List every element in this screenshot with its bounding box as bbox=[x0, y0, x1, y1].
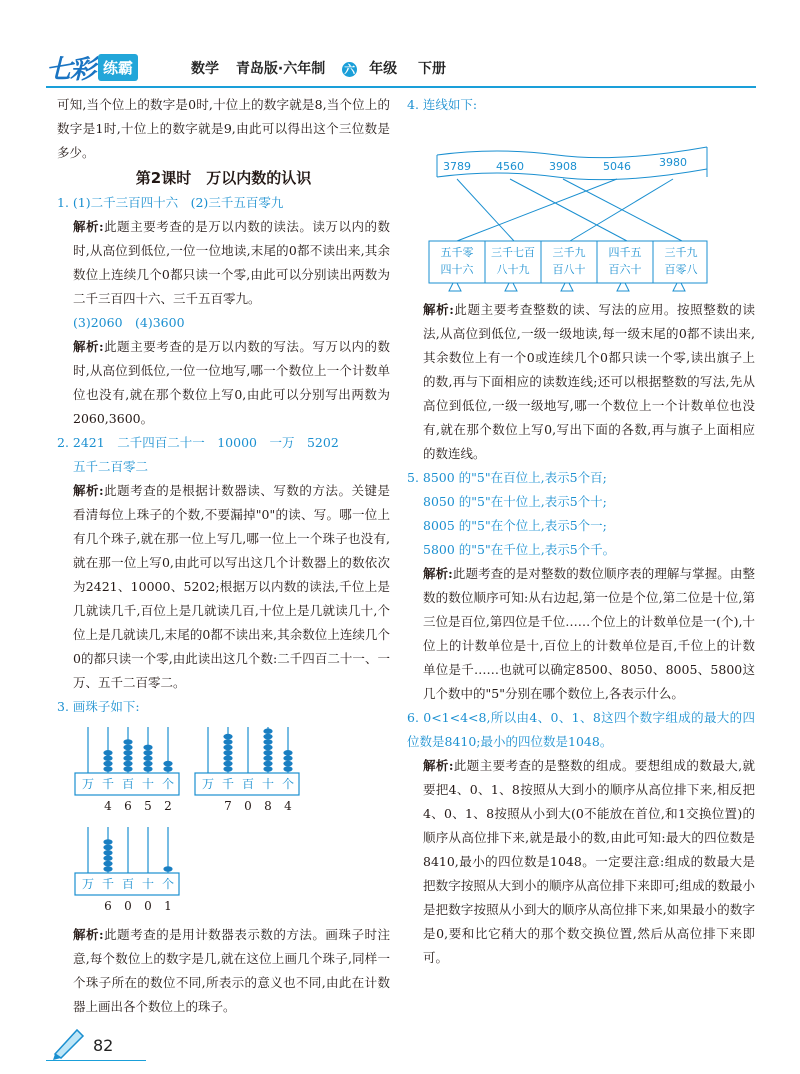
abacus-bead bbox=[103, 750, 112, 756]
q5-explanation-text: 此题考查的是对整数的数位顺序表的理解与掌握。由整数的数位顺序可知:从右边起,第一位是个位,第二位是十位,第三位是百位,第四位是千位……个位上的计数单位是一(个),十位上的计数单位是十,百位上的计数单位是百,千位上的计数单位是千……也就可以确定8500、8050、8005、5800这几个数中的"5"分别在哪个数位上,各表示什么。 bbox=[423, 566, 755, 701]
abacus-row-1 bbox=[57, 719, 390, 819]
abacus-bead bbox=[103, 845, 112, 851]
abacus-bead bbox=[223, 734, 232, 740]
abacus-place-labels bbox=[198, 775, 298, 793]
explanation-label: 解析: bbox=[423, 758, 454, 773]
q4-explanation-text: 此题主要考查整数的读、写法的应用。按照整数的读法,从高位到低位,一级一级地读,每一级末尾的0都不读出来,其余数位上有一个0或连续几个0都只读一个零,读出旗子上的数,再与下面相应的读数连线;还可以根据整数的写法,先从高位到低位,一级一级地写,哪一个数位上一个计数单位也没有,就在那个数位上写0,写出下面的各数,再与旗子上面相应的数连线。 bbox=[423, 302, 755, 461]
abacus-bead bbox=[223, 739, 232, 745]
flag-number: 3789 bbox=[443, 160, 471, 173]
q1-explanation-2-text: 此题主要考查的是万以内数的写法。写万以内的数时,从高位到低位,一位一位地写,哪一个数位上一个计数单位也没有,就在那个数位上写0,由此可以分别写出两数为2060,3600。 bbox=[73, 339, 390, 426]
match-line bbox=[457, 179, 514, 241]
left-column bbox=[57, 93, 390, 1019]
header-edition: 青岛版·六年制 bbox=[235, 61, 326, 77]
q5-answer-line: 5800 的"5"在千位上,表示5个千。 bbox=[423, 542, 616, 557]
reading-box bbox=[546, 241, 592, 281]
reading-box bbox=[602, 241, 648, 281]
digit: 0 bbox=[244, 799, 252, 813]
header-grade: 年级 bbox=[369, 61, 398, 77]
place-label: 十 bbox=[141, 777, 154, 791]
place-label: 千 bbox=[101, 877, 114, 891]
q1-explanation-text: 此题主要考查的是万以内数的读法。读万以内的数时,从高位到低位,一位一位地读,末尾的0都不读出来,其余数位上连续几个0都只读一个零,由此可以分别读出两数为二千三百四十六、三千五百零九。 bbox=[73, 219, 390, 306]
q3-title: 3. 画珠子如下: bbox=[57, 699, 140, 714]
abacus-bead bbox=[143, 745, 152, 751]
abacus-place-labels bbox=[78, 875, 178, 893]
abacus-bead bbox=[163, 766, 172, 772]
abacus-bead bbox=[283, 750, 292, 756]
reading-line: 八十九 bbox=[496, 263, 530, 276]
abacus-bead bbox=[103, 855, 112, 861]
matching-diagram bbox=[407, 117, 755, 292]
abacus-bead bbox=[283, 755, 292, 761]
digit: 0 bbox=[124, 899, 132, 913]
reading-line: 三千九 bbox=[552, 246, 586, 259]
explanation-label: 解析: bbox=[423, 566, 453, 581]
abacus-bead bbox=[143, 750, 152, 756]
place-label: 千 bbox=[101, 777, 114, 791]
header-volume: 下册 bbox=[417, 61, 446, 77]
explanation-label: 解析: bbox=[73, 339, 104, 354]
abacus-bead bbox=[123, 766, 132, 772]
abacus-bead bbox=[223, 755, 232, 761]
q4-explanation bbox=[407, 298, 755, 466]
abacus-bead bbox=[223, 750, 232, 756]
abacus-digits bbox=[98, 899, 178, 913]
q2-answer-cont: 五千二百零二 bbox=[73, 459, 149, 474]
reading-line: 百零八 bbox=[664, 263, 698, 276]
q4-title: 4. 连线如下: bbox=[407, 97, 478, 112]
place-label: 百 bbox=[241, 777, 254, 791]
abacus-bead bbox=[123, 750, 132, 756]
reading-line: 百八十 bbox=[552, 263, 586, 276]
abacus-bead bbox=[103, 761, 112, 767]
place-label: 百 bbox=[121, 777, 134, 791]
lesson-title: 第2课时 万以内数的认识 bbox=[135, 169, 312, 187]
place-label: 个 bbox=[281, 777, 294, 791]
place-label: 千 bbox=[221, 777, 234, 791]
explanation-label: 解析: bbox=[73, 483, 104, 498]
abacus-bead bbox=[123, 739, 132, 745]
flag-number: 4560 bbox=[496, 160, 524, 173]
page-header bbox=[0, 0, 800, 92]
abacus-row-2 bbox=[57, 819, 390, 923]
logo-script: 七彩 bbox=[46, 54, 95, 85]
q1-answer: 1. (1)二千三百四十六 (2)三千五百零九 bbox=[57, 195, 284, 210]
explanation-label: 解析: bbox=[73, 219, 104, 234]
abacus-4652 bbox=[73, 719, 183, 813]
reading-line: 三千九 bbox=[664, 246, 698, 259]
reading-line: 四十六 bbox=[440, 263, 474, 276]
place-label: 万 bbox=[201, 777, 214, 791]
q5-answer-line: 5. 8500 的"5"在百位上,表示5个百; bbox=[407, 470, 607, 485]
reading-box bbox=[490, 241, 536, 281]
q6-explanation bbox=[407, 754, 755, 970]
q3-explanation-text: 此题考查的是用计数器表示数的方法。画珠子时注意,每个数位上的数字是几,就在这位上画几个珠子,同样一个珠子所在的数位不同,所表示的意义也不同,由此在计数器上画出各个数位上的珠子。 bbox=[73, 927, 390, 1014]
abacus-bead bbox=[263, 766, 272, 772]
reading-line: 百六十 bbox=[608, 263, 642, 276]
abacus-bead bbox=[123, 761, 132, 767]
abacus-6001 bbox=[73, 819, 183, 913]
q5-explanation bbox=[407, 562, 755, 706]
abacus-bead bbox=[263, 728, 272, 734]
right-column bbox=[407, 93, 755, 970]
footer-divider bbox=[46, 1060, 146, 1061]
abacus-bead bbox=[163, 866, 172, 872]
abacus-bead bbox=[103, 850, 112, 856]
abacus-bead bbox=[263, 761, 272, 767]
match-line bbox=[457, 179, 617, 241]
match-line bbox=[510, 179, 627, 241]
digit: 5 bbox=[144, 799, 152, 813]
series-logo bbox=[46, 50, 138, 84]
reading-line: 三千七百 bbox=[491, 246, 535, 259]
abacus-bead bbox=[103, 766, 112, 772]
abacus-bead bbox=[283, 761, 292, 767]
abacus-bead bbox=[143, 755, 152, 761]
place-label: 个 bbox=[161, 877, 174, 891]
place-label: 十 bbox=[261, 777, 274, 791]
match-line bbox=[570, 179, 673, 241]
abacus-bead bbox=[143, 761, 152, 767]
q1-answer-2: (3)2060 (4)3600 bbox=[73, 315, 185, 330]
q1-explanation-2 bbox=[57, 335, 390, 431]
intro-paragraph: 可知,当个位上的数字是0时,十位上的数字就是8,当个位上的数字是1时,十位上的数字就是9,由此可以得出这个三位数是多少。 bbox=[57, 97, 390, 160]
digit: 0 bbox=[144, 899, 152, 913]
logo-box: 练霸 bbox=[98, 54, 138, 81]
digit: 4 bbox=[104, 799, 112, 813]
q1-explanation bbox=[57, 215, 390, 311]
page-number: 82 bbox=[93, 1036, 114, 1055]
abacus-bead bbox=[223, 766, 232, 772]
q6-explanation-text: 此题主要考查的是整数的组成。要想组成的数最大,就要把4、0、1、8按照从大到小的顺序从高位排下来,相反把4、0、1、8按照从小到大(0不能放在首位,和1交换位置)的顺序从高位排下来,就是最小的数,由此可知:最大的四位数是8410,最小的四位数是1048。一定要注意:组成的数最大是把数字按照从大到小的顺序从高位排下来即可;组成的数最小是把数字按照从小到大的顺序从高位排下来,如果最小的数字是0,要和比它稍大的那个数交换位置,然后从高位排下来即可。 bbox=[423, 758, 755, 965]
pencil-icon bbox=[49, 1024, 89, 1060]
q2-answer: 2. 2421 二千四百二十一 10000 一万 5202 bbox=[57, 435, 339, 450]
abacus-bead bbox=[103, 839, 112, 845]
place-label: 万 bbox=[81, 877, 94, 891]
reading-box bbox=[658, 241, 704, 281]
abacus-place-labels bbox=[78, 775, 178, 793]
explanation-label: 解析: bbox=[423, 302, 454, 317]
match-line bbox=[563, 179, 682, 241]
digit: 7 bbox=[224, 799, 232, 813]
header-info bbox=[191, 58, 458, 78]
abacus-7084 bbox=[193, 719, 303, 813]
place-label: 百 bbox=[121, 877, 134, 891]
abacus-digits bbox=[98, 799, 178, 813]
abacus-bead bbox=[123, 745, 132, 751]
reading-box bbox=[434, 241, 480, 281]
header-subject: 数学 bbox=[191, 61, 219, 77]
q5-answer-line: 8005 的"5"在个位上,表示5个一; bbox=[423, 518, 607, 533]
abacus-digits bbox=[218, 799, 298, 813]
abacus-bead bbox=[103, 861, 112, 867]
reading-line: 四千五 bbox=[608, 246, 642, 259]
explanation-label: 解析: bbox=[73, 927, 104, 942]
abacus-bead bbox=[143, 766, 152, 772]
flag-number: 3980 bbox=[659, 156, 687, 169]
digit: 8 bbox=[264, 799, 272, 813]
place-label: 十 bbox=[141, 877, 154, 891]
digit: 2 bbox=[164, 799, 172, 813]
digit: 6 bbox=[104, 899, 112, 913]
reading-line: 五千零 bbox=[440, 246, 474, 259]
q2-explanation bbox=[57, 479, 390, 695]
digit: 1 bbox=[164, 899, 172, 913]
digit: 6 bbox=[124, 799, 132, 813]
abacus-bead bbox=[123, 755, 132, 761]
abacus-bead bbox=[283, 766, 292, 772]
abacus-bead bbox=[263, 755, 272, 761]
abacus-bead bbox=[263, 750, 272, 756]
place-label: 个 bbox=[161, 777, 174, 791]
q6-answer: 6. 0<1<4<8,所以由4、0、1、8这四个数字组成的最大的四位数是8410;最小的四位数是1048。 bbox=[407, 710, 755, 749]
abacus-bead bbox=[103, 755, 112, 761]
q5-answer-line: 8050 的"5"在十位上,表示5个十; bbox=[423, 494, 607, 509]
abacus-bead bbox=[223, 745, 232, 751]
header-divider bbox=[46, 86, 756, 88]
abacus-bead bbox=[163, 761, 172, 767]
q3-explanation bbox=[57, 923, 390, 1019]
abacus-bead bbox=[263, 745, 272, 751]
grade-circle-icon: 六 bbox=[344, 62, 356, 76]
abacus-bead bbox=[263, 739, 272, 745]
flag-number: 5046 bbox=[603, 160, 631, 173]
flag-number: 3908 bbox=[549, 160, 577, 173]
abacus-bead bbox=[263, 734, 272, 740]
q2-explanation-text: 此题考查的是根据计数器读、写数的方法。关键是看清每位上珠子的个数,不要漏掉"0"的读、写。哪一位上有几个珠子,就在那一位上写几,哪一位上一个珠子也没有,就在那一位上写0,由此可以写出这几个计数器上的数依次为2421、10000、5202;根据万以内数的读法,千位上是几就读几千,百位上是几就读几百,十位上是几就读几十,个位上是几就读几,末尾的0都不读出来,其余数位上连续几个0的都只读一个零,由此读出这几个数:二千四百二十一、一万、五千二百零二。 bbox=[73, 483, 390, 690]
abacus-bead bbox=[103, 866, 112, 872]
place-label: 万 bbox=[81, 777, 94, 791]
digit: 4 bbox=[284, 799, 292, 813]
abacus-bead bbox=[223, 761, 232, 767]
